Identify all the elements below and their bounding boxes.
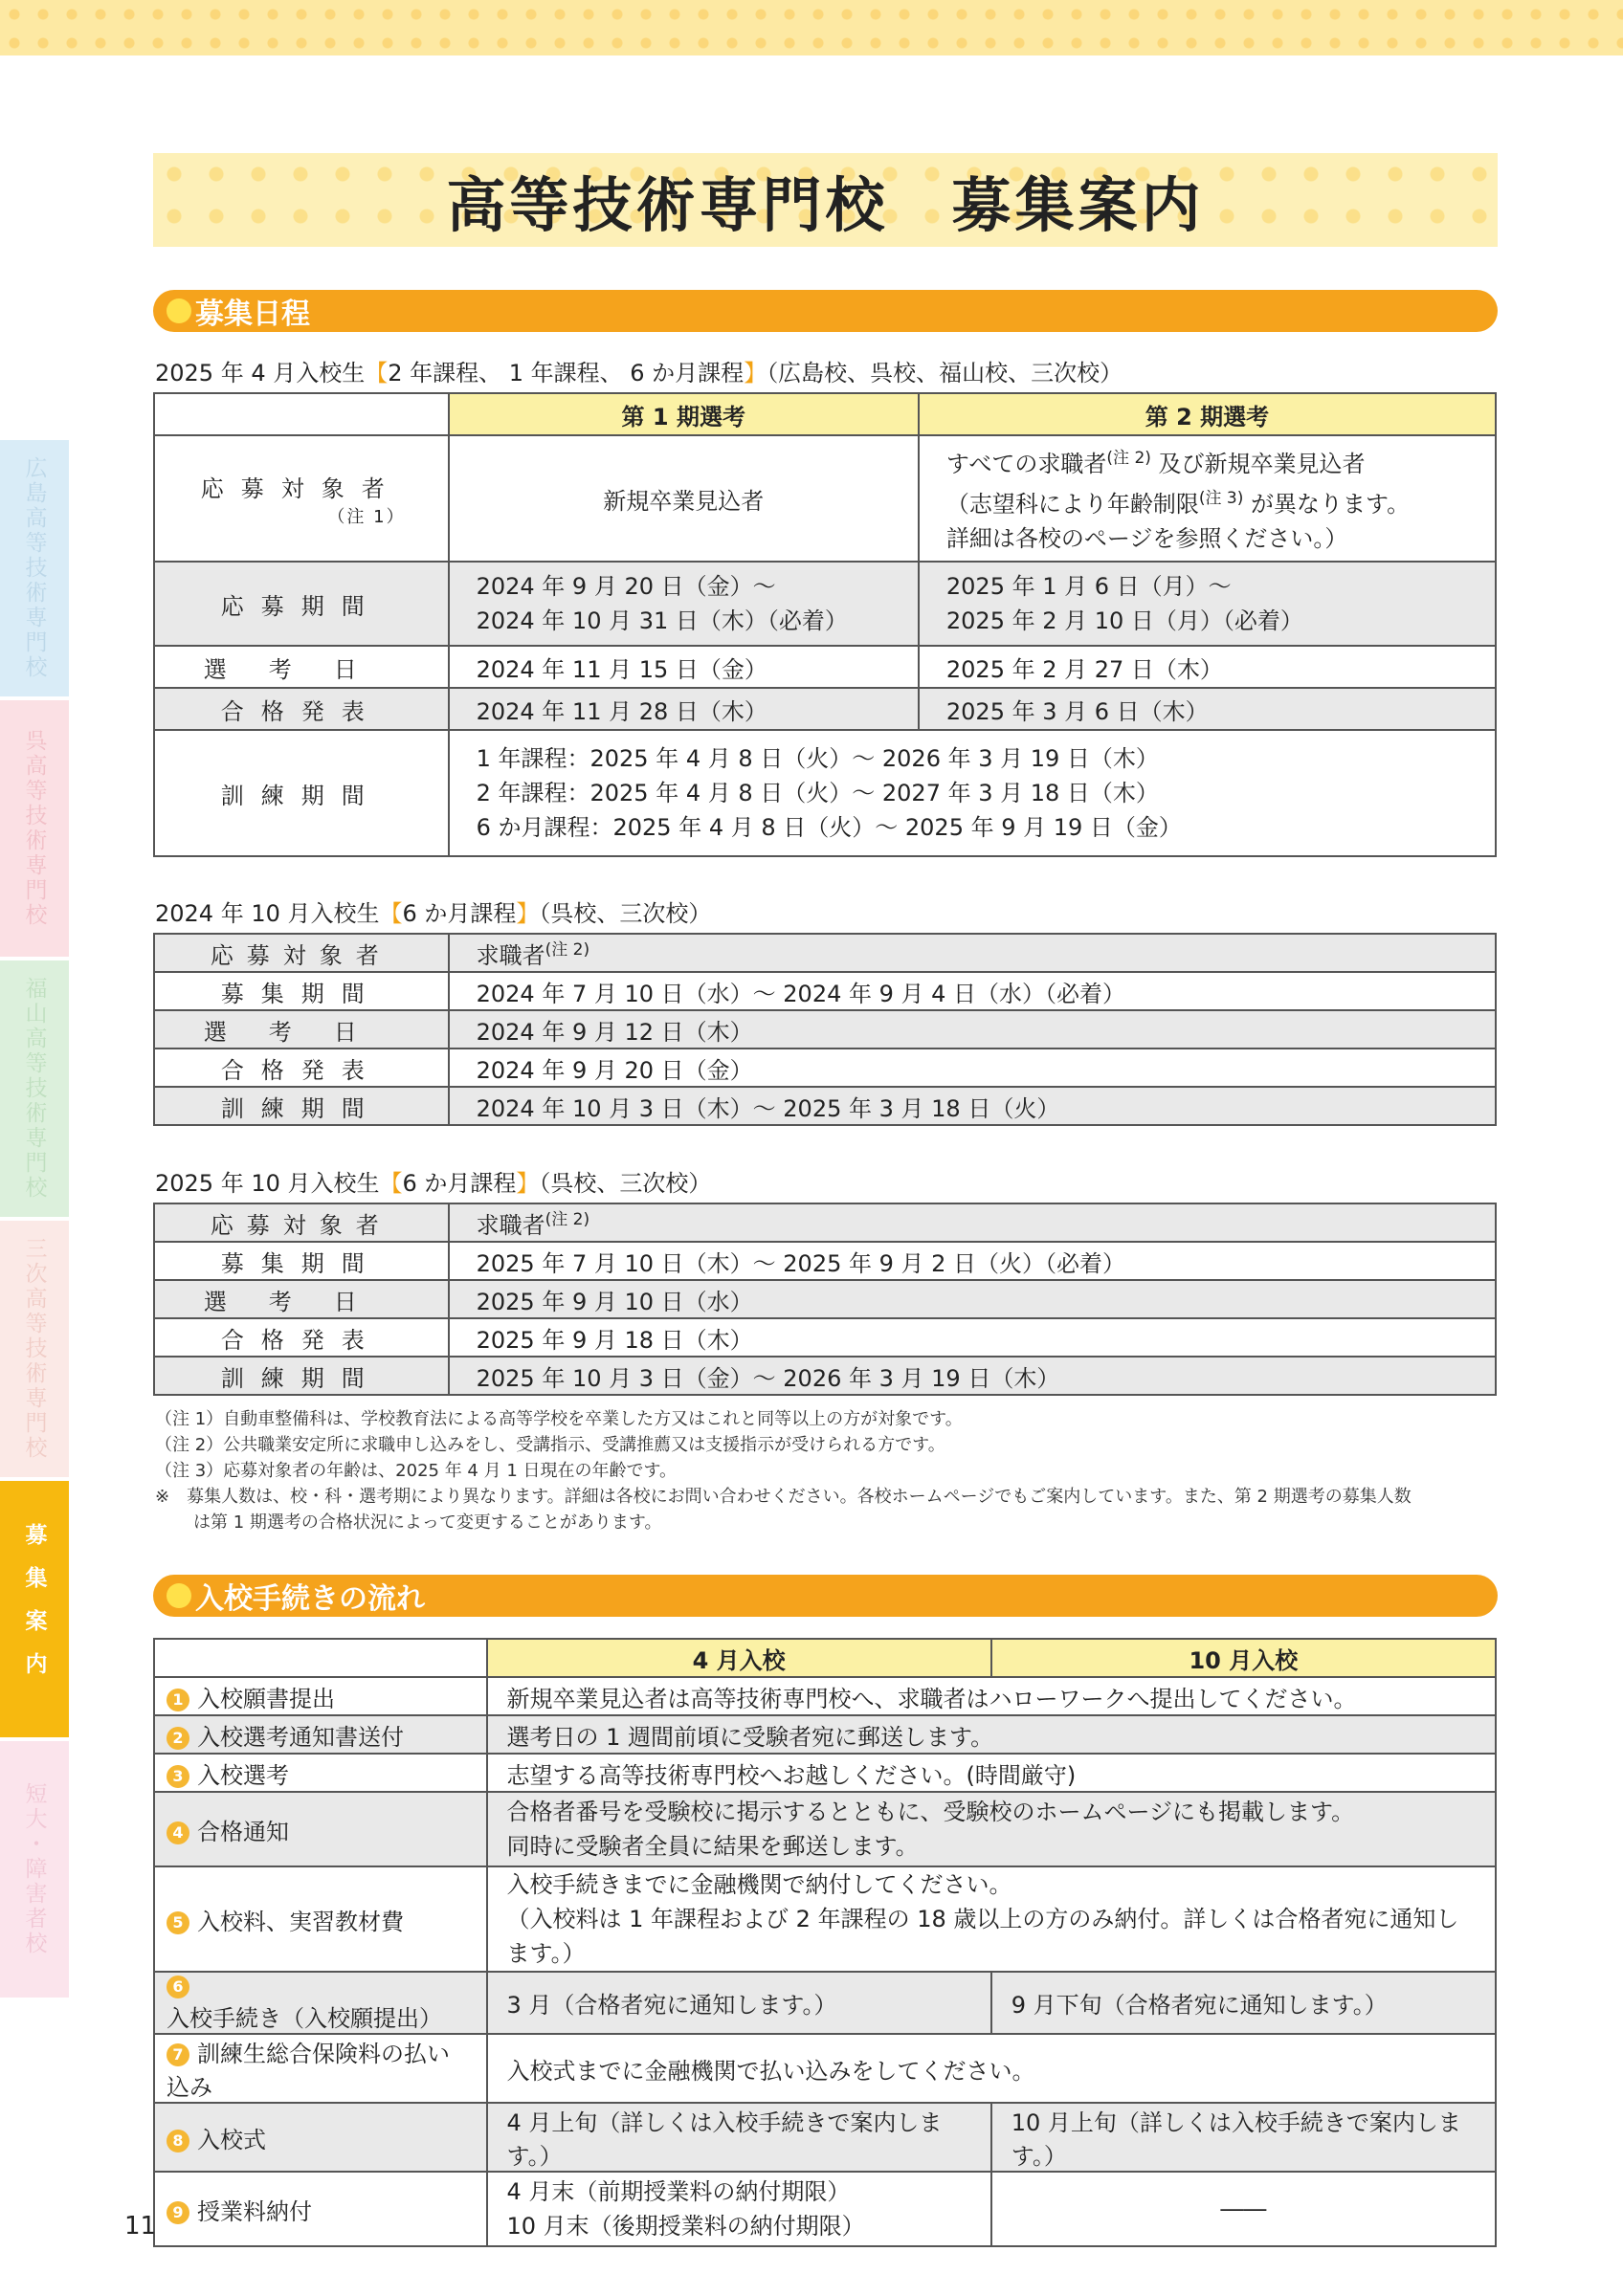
step-detail: 入校手続きまでに金融機関で納付してください。 （入校料は 1 年課程および 2 年課程の 18 歳以上の方のみ納付。詳しくは合格者宛に通知します。）	[487, 1866, 1496, 1972]
row-label: 選考日	[154, 1280, 449, 1318]
row-value: 2025 年 10 月 3 日（金）～ 2026 年 3 月 19 日（木）	[449, 1357, 1496, 1395]
step-number-icon: 2	[167, 1727, 189, 1750]
row-label: 合格発表	[154, 1049, 449, 1087]
row-value: 2025 年 9 月 18 日（木）	[449, 1318, 1496, 1357]
target-phase2: すべての求職者$^{(注 2)}$ 及び新規卒業見込者 （志望科により年齢制限$^{(注 3)}$ が異なります。 詳細は各校のページを参照ください。）	[919, 435, 1496, 562]
step-number-icon: 3	[167, 1765, 189, 1788]
flow-step-6: 6入校手続き（入校願提出）	[154, 1972, 487, 2034]
step-detail-october: 10 月上旬（詳しくは入校手続きで案内します。）	[991, 2103, 1496, 2172]
schedule-table-oct-2024	[153, 933, 1497, 1126]
flow-step-8: 8 入校式	[154, 2103, 487, 2172]
col-header-phase2: 第 2 期選考	[919, 393, 1496, 435]
footnotes	[155, 1406, 1495, 1535]
section-heading-flow	[153, 1575, 1498, 1617]
row-label-exam: 選考日	[154, 646, 449, 688]
col-header-october: 10 月入校	[991, 1639, 1496, 1677]
table3-subtitle: 2025 年 10 月入校生【6 か月課程】（呉校、三次校）	[155, 1170, 712, 1197]
footnote: は第 1 期選考の合格状況によって変更することがあります。	[193, 1512, 662, 1533]
row-value: 2024 年 9 月 20 日（金）	[449, 1049, 1496, 1087]
col-header-april: 4 月入校	[487, 1639, 991, 1677]
step-number-icon: 9	[167, 2201, 189, 2224]
side-tab-miyoshi[interactable]: 三次高等技術専門校	[0, 1221, 69, 1477]
exam-phase1: 2024 年 11 月 15 日（金）	[449, 646, 919, 688]
row-value: 求職者$^{(注 2)}$	[449, 934, 1496, 972]
period-phase2: 2025 年 1 月 6 日（月）～ 2025 年 2 月 10 日（月）（必着）	[919, 562, 1496, 646]
row-label: 選考日	[154, 1010, 449, 1049]
side-tab-fukuyama[interactable]: 福山高等技術専門校	[0, 960, 69, 1217]
bullet-dot-icon	[167, 1583, 191, 1608]
row-label-training: 訓練期間	[154, 730, 449, 856]
col-header-phase1: 第 1 期選考	[449, 393, 919, 435]
step-detail-april: 3 月（合格者宛に通知します。）	[487, 1972, 991, 2034]
result-phase1: 2024 年 11 月 28 日（木）	[449, 688, 919, 730]
bullet-dot-icon	[167, 298, 191, 323]
row-label-target: 応募対象者 （注 1）	[154, 435, 449, 562]
footnote: ※ 募集人数は、校・科・選考期により異なります。詳細は各校にお問い合わせください。各校ホームページでもご案内しています。また、第 2 期選考の募集人数	[155, 1487, 1412, 1507]
row-value: 2025 年 7 月 10 日（木）～ 2025 年 9 月 2 日（火）（必着）	[449, 1242, 1496, 1280]
flow-step-4: 4 合格通知	[154, 1792, 487, 1866]
flow-step-9: 9 授業料納付	[154, 2172, 487, 2246]
step-number-icon: 7	[167, 2043, 189, 2066]
target-phase1: 新規卒業見込者	[449, 435, 919, 562]
step-number-icon: 5	[167, 1911, 189, 1934]
row-label-result: 合格発表	[154, 688, 449, 730]
step-number-icon: 6	[167, 1976, 189, 1998]
flow-step-5: 5 入校料、実習教材費	[154, 1866, 487, 1972]
row-label: 訓練期間	[154, 1087, 449, 1125]
result-phase2: 2025 年 3 月 6 日（木）	[919, 688, 1496, 730]
flow-step-1: 1 入校願書提出	[154, 1677, 487, 1715]
side-tab-college-disability[interactable]: 短大・障害者校	[0, 1741, 69, 1998]
step-detail-april: 4 月上旬（詳しくは入校手続きで案内します。）	[487, 2103, 991, 2172]
side-tab-recruitment-active[interactable]: 募集案内	[0, 1481, 69, 1737]
step-detail-october: ――	[991, 2172, 1496, 2246]
step-number-icon: 8	[167, 2130, 189, 2152]
section-title: 募集日程	[195, 298, 310, 331]
row-label: 応募対象者	[154, 1203, 449, 1242]
row-value: 2024 年 9 月 12 日（木）	[449, 1010, 1496, 1049]
top-decorative-band	[0, 0, 1623, 55]
step-detail: 志望する高等技術専門校へお越しください。(時間厳守)	[487, 1754, 1496, 1792]
row-label: 募集期間	[154, 1242, 449, 1280]
flow-step-3: 3 入校選考	[154, 1754, 487, 1792]
section-heading-schedule	[153, 290, 1498, 332]
step-detail-october: 9 月下旬（合格者宛に通知します。）	[991, 1972, 1496, 2034]
flow-step-2: 2 入校選考通知書送付	[154, 1715, 487, 1754]
step-number-icon: 1	[167, 1689, 189, 1711]
side-tab-kure[interactable]: 呉高等技術専門校	[0, 700, 69, 957]
page-title-banner	[153, 153, 1498, 247]
section-title: 入校手続きの流れ	[195, 1582, 425, 1616]
page-title: 高等技術専門校 募集案内	[446, 169, 1205, 240]
step-number-icon: 4	[167, 1821, 189, 1844]
step-detail: 入校式までに金融機関で払い込みをしてください。	[487, 2034, 1496, 2103]
exam-phase2: 2025 年 2 月 27 日（木）	[919, 646, 1496, 688]
row-value: 2024 年 10 月 3 日（木）～ 2025 年 3 月 18 日（火）	[449, 1087, 1496, 1125]
footnote: （注 2）公共職業安定所に求職申し込みをし、受講指示、受講推薦又は支援指示が受けられる方です。	[155, 1435, 945, 1455]
step-detail-april: 4 月末（前期授業料の納付期限） 10 月末（後期授業料の納付期限）	[487, 2172, 991, 2246]
row-label: 応募対象者	[154, 934, 449, 972]
row-label: 合格発表	[154, 1318, 449, 1357]
row-label: 訓練期間	[154, 1357, 449, 1395]
training-periods: 1 年課程：2025 年 4 月 8 日（火）～ 2026 年 3 月 19 日（木） 2 年課程：2025 年 4 月 8 日（火）～ 2027 年 3 月 18 日（木） 6 か月課程：2025 年 4 月 8 日（火）～ 2025 年 9 月 19 日（金）	[449, 730, 1496, 856]
row-value: 2025 年 9 月 10 日（水）	[449, 1280, 1496, 1318]
table1-subtitle: 2025 年 4 月入校生【2 年課程、 1 年課程、 6 か月課程】（広島校、呉校、福山校、三次校）	[155, 360, 1123, 386]
step-detail: 新規卒業見込者は高等技術専門校へ、求職者はハローワークへ提出してください。	[487, 1677, 1496, 1715]
footnote: （注 1）自動車整備科は、学校教育法による高等学校を卒業した方又はこれと同等以上の方が対象です。	[155, 1409, 963, 1429]
table2-subtitle: 2024 年 10 月入校生【6 か月課程】（呉校、三次校）	[155, 900, 712, 927]
flow-step-7: 7 訓練生総合保険料の払い込み	[154, 2034, 487, 2103]
row-value: 2024 年 7 月 10 日（水）～ 2024 年 9 月 4 日（水）（必着）	[449, 972, 1496, 1010]
side-index-tabs	[0, 440, 69, 2001]
enrollment-flow-table	[153, 1638, 1497, 2247]
table-corner	[154, 393, 449, 435]
step-detail: 合格者番号を受験校に掲示するとともに、受験校のホームページにも掲載します。 同時に受験者全員に結果を郵送します。	[487, 1792, 1496, 1866]
footnote: （注 3）応募対象者の年齢は、2025 年 4 月 1 日現在の年齢です。	[155, 1461, 678, 1481]
step-detail: 選考日の 1 週間前頃に受験者宛に郵送します。	[487, 1715, 1496, 1754]
schedule-table-april	[153, 392, 1497, 857]
row-label-period: 応募期間	[154, 562, 449, 646]
schedule-table-oct-2025	[153, 1203, 1497, 1396]
table-corner	[154, 1639, 487, 1677]
row-value: 求職者$^{(注 2)}$	[449, 1203, 1496, 1242]
period-phase1: 2024 年 9 月 20 日（金）～ 2024 年 10 月 31 日（木）（必着）	[449, 562, 919, 646]
side-tab-hiroshima[interactable]: 広島高等技術専門校	[0, 440, 69, 696]
page-number: 11	[124, 2212, 157, 2241]
row-label: 募集期間	[154, 972, 449, 1010]
